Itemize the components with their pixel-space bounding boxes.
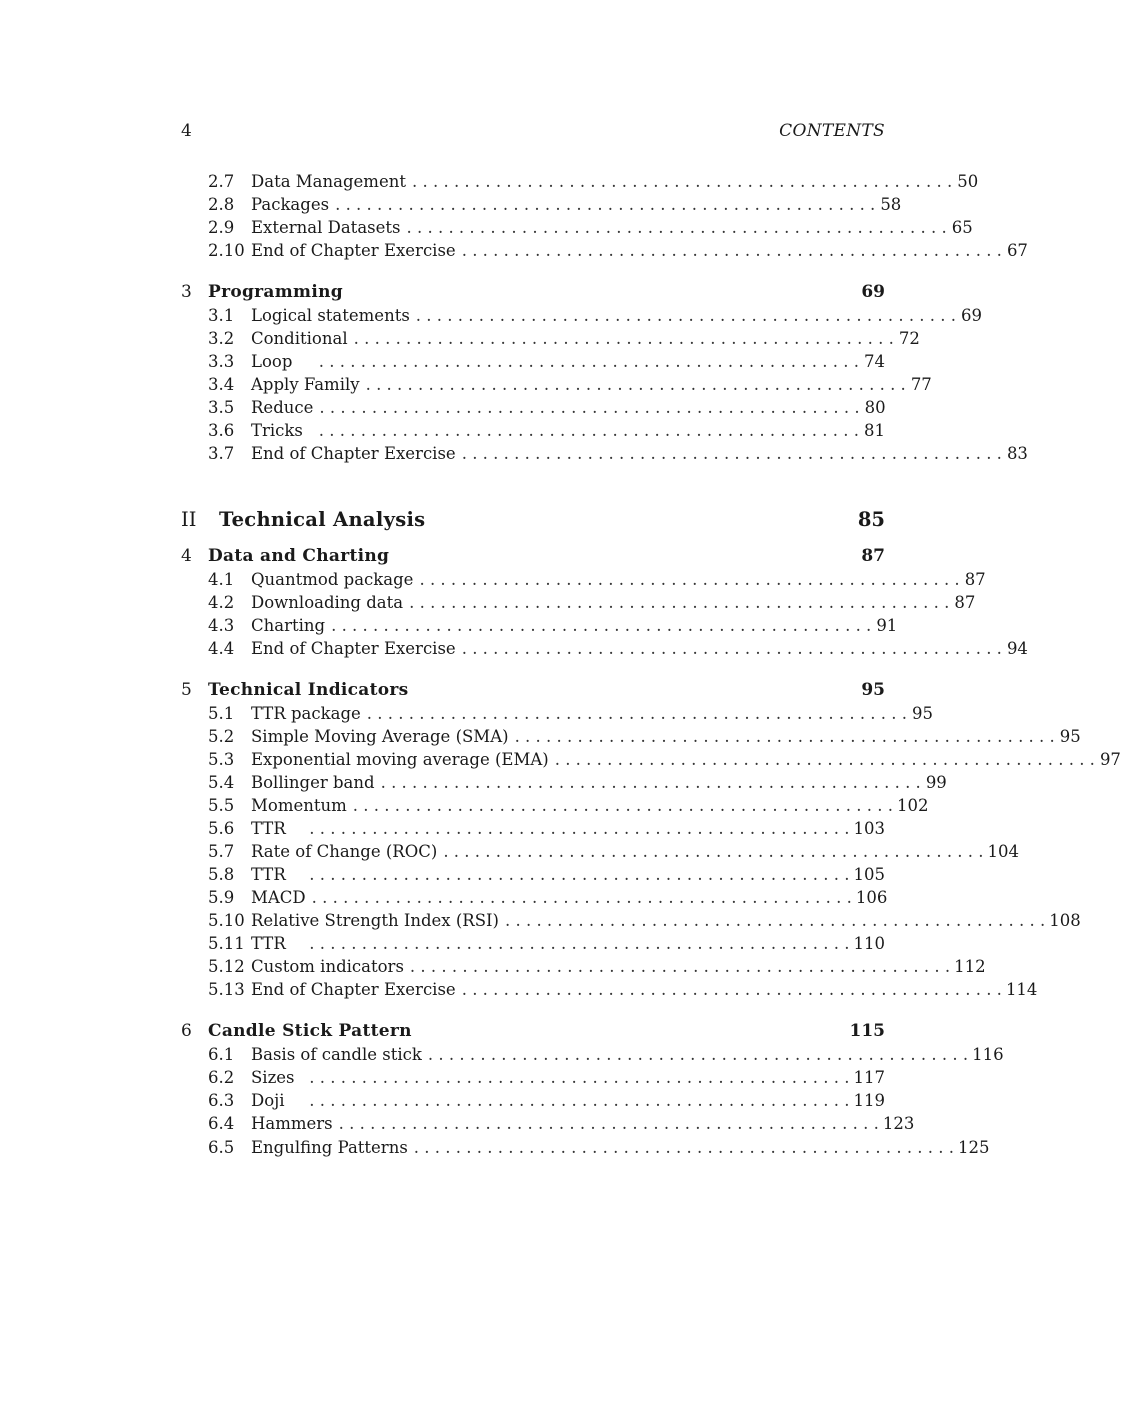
dot-leader-text: . . . . . . . . . . . . . . . . . . . . . . . . . . . . . . . . . . . . . . . . . . . . . . . . . . . .	[311, 888, 852, 908]
section-number: 2.8	[208, 195, 235, 215]
toc-section-row[interactable]	[181, 863, 885, 886]
part-number: II	[181, 507, 197, 531]
toc-chapter-5[interactable]	[181, 678, 885, 702]
toc-section-row[interactable]	[181, 568, 986, 591]
dot-leader	[416, 304, 956, 327]
dot-leader	[292, 863, 850, 886]
section-title: Charting	[251, 615, 326, 635]
section-title: External Datasets	[251, 218, 401, 238]
dot-leader-text: . . . . . . . . . . . . . . . . . . . . . . . . . . . . . . . . . . . . . . . . . . . . . . . . . . . .	[335, 195, 876, 215]
section-number: 5.6	[208, 818, 235, 838]
chapter-page: 69	[861, 282, 885, 303]
section-page: 103	[853, 818, 885, 838]
dot-leader	[292, 817, 850, 840]
dot-leader-text: . . . . . . . . . . . . . . . . . . . . . . . . . . . . . . . . . . . . . . . . . . . . . . . . . . . .	[309, 865, 850, 885]
toc-chapter-6[interactable]	[181, 1019, 885, 1043]
section-number: 4.3	[208, 615, 235, 635]
dot-leader-text: . . . . . . . . . . . . . . . . . . . . . . . . . . . . . . . . . . . . . . . . . . . . . . . . . . . .	[443, 841, 984, 861]
section-number: 6.4	[208, 1114, 235, 1134]
section-page: 125	[958, 1137, 990, 1157]
section-number: 5.2	[208, 726, 235, 746]
toc-section-row[interactable]	[181, 350, 885, 373]
section-number: 6.3	[208, 1091, 235, 1111]
dot-leader	[335, 193, 875, 216]
section-page: 67	[1006, 241, 1028, 261]
section-page: 106	[855, 888, 888, 908]
dot-leader	[462, 978, 1002, 1001]
dot-leader	[462, 637, 1002, 660]
toc-part-2[interactable]	[181, 506, 885, 534]
toc-section-row[interactable]	[181, 840, 1020, 863]
section-page: 110	[853, 934, 885, 954]
running-head: CONTENTS	[779, 121, 885, 141]
chapter-number: 5	[181, 679, 192, 700]
chapter-title: Data and Charting	[208, 545, 390, 566]
section-title: Bollinger band	[251, 772, 375, 792]
section-page: 95	[1059, 726, 1081, 746]
dot-leader	[291, 1089, 850, 1112]
section-number: 5.3	[208, 749, 235, 769]
toc-section-group	[181, 170, 1028, 262]
toc-section-group	[181, 1043, 1004, 1158]
section-title: Basis of candle stick	[251, 1045, 422, 1065]
section-number: 6.5	[208, 1137, 235, 1157]
chapter-title: Technical Indicators	[208, 679, 409, 700]
dot-leader	[354, 327, 894, 350]
chapter-title: Programming	[208, 282, 343, 303]
section-page: 87	[964, 569, 986, 589]
toc-section-row[interactable]	[181, 373, 932, 396]
page-header	[181, 119, 885, 143]
section-title: Relative Strength Index (RSI)	[251, 911, 499, 931]
section-title: Rate of Change (ROC)	[251, 841, 438, 861]
section-page: 72	[898, 329, 920, 349]
toc-section-row[interactable]	[181, 637, 1028, 660]
section-number: 3.6	[208, 421, 235, 441]
chapter-page: 115	[849, 1021, 885, 1042]
section-page: 58	[880, 195, 902, 215]
section-page: 81	[864, 421, 885, 441]
dot-leader	[406, 216, 946, 239]
dot-leader	[505, 909, 1045, 932]
dot-leader	[419, 568, 959, 591]
section-number: 3.2	[208, 329, 235, 349]
dot-leader-text: . . . . . . . . . . . . . . . . . . . . . . . . . . . . . . . . . . . . . . . . . . . . . . . . . . . .	[331, 615, 872, 635]
toc-section-row[interactable]	[181, 817, 885, 840]
dot-leader-text: . . . . . . . . . . . . . . . . . . . . . . . . . . . . . . . . . . . . . . . . . . . . . . . . . . . .	[309, 818, 850, 838]
toc-section-row[interactable]	[181, 1066, 885, 1089]
table-of-contents	[181, 170, 1121, 1159]
section-page: 69	[961, 306, 983, 326]
dot-leader-text: . . . . . . . . . . . . . . . . . . . . . . . . . . . . . . . . . . . . . . . . . . . . . . . . . . . .	[411, 172, 953, 191]
dot-leader	[309, 419, 859, 442]
toc-section-row[interactable]	[181, 794, 929, 817]
dot-leader	[319, 396, 859, 419]
dot-leader-text: . . . . . . . . . . . . . . . . . . . . . . . . . . . . . . . . . . . . . . . . . . . . . . . . . . . .	[309, 1091, 850, 1111]
dot-leader	[331, 614, 871, 637]
dot-leader-text: . . . . . . . . . . . . . . . . . . . . . . . . . . . . . . . . . . . . . . . . . . . . . . . . . . . .	[353, 329, 894, 349]
section-number: 3.7	[208, 444, 235, 464]
dot-leader-text: . . . . . . . . . . . . . . . . . . . . . . . . . . . . . . . . . . . . . . . . . . . . . . . . . . . .	[461, 241, 1002, 261]
dot-leader	[414, 1136, 954, 1159]
dot-leader	[410, 955, 950, 978]
toc-section-row[interactable]	[181, 419, 885, 442]
section-title: Quantmod package	[251, 569, 414, 589]
dot-leader-text: . . . . . . . . . . . . . . . . . . . . . . . . . . . . . . . . . . . . . . . . . . . . . . . . . . . .	[461, 444, 1002, 464]
section-title: Hammers	[251, 1114, 333, 1134]
chapter-number: 3	[181, 282, 192, 303]
dot-leader	[339, 1112, 879, 1135]
section-page: 108	[1049, 911, 1081, 931]
section-number: 5.13	[208, 980, 245, 1000]
toc-chapter-4[interactable]	[181, 544, 885, 568]
toc-section-row[interactable]	[181, 909, 1081, 932]
section-title: TTR	[251, 818, 286, 838]
section-page: 119	[853, 1091, 885, 1111]
dot-leader-text: . . . . . . . . . . . . . . . . . . . . . . . . . . . . . . . . . . . . . . . . . . . . . . . . . . . .	[365, 375, 906, 395]
toc-chapter-3[interactable]	[181, 280, 885, 304]
section-page: 91	[876, 615, 898, 635]
dot-leader	[515, 725, 1055, 748]
dot-leader	[409, 591, 949, 614]
dot-leader-text: . . . . . . . . . . . . . . . . . . . . . . . . . . . . . . . . . . . . . . . . . . . . . . . . . . . .	[427, 1045, 969, 1065]
section-number: 5.9	[208, 888, 235, 908]
toc-section-group	[181, 304, 1028, 465]
section-title: Logical statements	[251, 306, 410, 326]
toc-section-row[interactable]	[181, 216, 973, 239]
dot-leader	[312, 886, 852, 909]
toc-section-row[interactable]	[181, 1112, 915, 1135]
section-page: 123	[882, 1114, 915, 1134]
chapter-number: 6	[181, 1021, 192, 1042]
section-page: 104	[987, 841, 1020, 861]
section-number: 5.5	[208, 795, 235, 815]
toc-section-row[interactable]	[181, 614, 898, 637]
section-number: 5.11	[208, 934, 245, 954]
section-title: End of Chapter Exercise	[251, 980, 456, 1000]
section-number: 3.4	[208, 375, 235, 395]
section-title: Custom indicators	[251, 957, 404, 977]
section-title: Doji	[251, 1091, 285, 1111]
chapter-page: 95	[861, 679, 885, 700]
section-title: Sizes	[251, 1068, 295, 1088]
dot-leader	[353, 794, 893, 817]
dot-leader	[298, 350, 859, 373]
section-page: 114	[1005, 980, 1038, 1000]
section-title: Packages	[251, 195, 330, 215]
dot-leader-text: . . . . . . . . . . . . . . . . . . . . . . . . . . . . . . . . . . . . . . . . . . . . . . . . . . . .	[409, 592, 950, 612]
toc-section-row[interactable]	[181, 591, 976, 614]
section-number: 2.9	[208, 218, 235, 238]
dot-leader-text: . . . . . . . . . . . . . . . . . . . . . . . . . . . . . . . . . . . . . . . . . . . . . . . . . . . .	[319, 398, 860, 418]
section-title: TTR package	[251, 703, 361, 723]
dot-leader-text: . . . . . . . . . . . . . . . . . . . . . . . . . . . . . . . . . . . . . . . . . . . . . . . . . . . .	[318, 352, 859, 372]
dot-leader-text: . . . . . . . . . . . . . . . . . . . . . . . . . . . . . . . . . . . . . . . . . . . . . . . . . . . .	[366, 703, 908, 723]
toc-section-row[interactable]	[181, 725, 1081, 748]
section-number: 6.2	[208, 1068, 235, 1088]
section-page: 105	[853, 865, 885, 885]
dot-leader	[462, 239, 1002, 262]
section-page: 80	[864, 398, 886, 418]
section-page: 94	[1006, 638, 1028, 658]
toc-section-row[interactable]	[181, 1136, 990, 1159]
dot-leader-text: . . . . . . . . . . . . . . . . . . . . . . . . . . . . . . . . . . . . . . . . . . . . . . . . . . . .	[504, 911, 1046, 931]
chapter-page: 87	[861, 545, 885, 566]
section-page: 99	[925, 772, 947, 792]
dot-leader	[462, 442, 1002, 465]
section-number: 5.1	[208, 703, 235, 723]
dot-leader	[367, 702, 907, 725]
toc-section-row[interactable]	[181, 239, 1028, 262]
section-number: 5.8	[208, 865, 235, 885]
section-title: TTR	[251, 934, 286, 954]
section-page: 65	[951, 218, 973, 238]
chapter-number: 4	[181, 545, 192, 566]
section-title: End of Chapter Exercise	[251, 241, 456, 261]
section-title: Engulfing Patterns	[251, 1137, 408, 1157]
section-title: Tricks	[251, 421, 303, 441]
part-title: Technical Analysis	[219, 507, 426, 531]
toc-section-group	[181, 702, 1121, 1002]
section-title: Loop	[251, 352, 293, 372]
section-number: 4.4	[208, 638, 235, 658]
toc-section-row[interactable]	[181, 932, 885, 955]
dot-leader	[555, 748, 1095, 771]
section-page: 50	[957, 172, 979, 191]
toc-section-row[interactable]	[181, 978, 1038, 1001]
section-page: 74	[864, 352, 885, 372]
toc-section-row[interactable]	[181, 304, 983, 327]
section-title: End of Chapter Exercise	[251, 444, 456, 464]
dot-leader-text: . . . . . . . . . . . . . . . . . . . . . . . . . . . . . . . . . . . . . . . . . . . . . . . . . . . .	[309, 934, 850, 954]
toc-section-row[interactable]	[181, 702, 934, 725]
section-title: MACD	[251, 888, 306, 908]
section-number: 5.7	[208, 841, 235, 861]
toc-section-row[interactable]	[181, 170, 979, 193]
dot-leader-text: . . . . . . . . . . . . . . . . . . . . . . . . . . . . . . . . . . . . . . . . . . . . . . . . . . . .	[419, 569, 960, 589]
dot-leader	[301, 1066, 850, 1089]
dot-leader	[381, 771, 921, 794]
dot-leader-text: . . . . . . . . . . . . . . . . . . . . . . . . . . . . . . . . . . . . . . . . . . . . . . . . . . . .	[352, 795, 894, 815]
section-page: 102	[897, 795, 929, 815]
dot-leader-text: . . . . . . . . . . . . . . . . . . . . . . . . . . . . . . . . . . . . . . . . . . . . . . . . . . . .	[338, 1114, 879, 1134]
section-title: Downloading data	[251, 592, 404, 612]
section-number: 2.7	[208, 172, 235, 191]
section-page: 95	[912, 703, 934, 723]
section-title: TTR	[251, 865, 286, 885]
dot-leader	[443, 840, 983, 863]
dot-leader-text: . . . . . . . . . . . . . . . . . . . . . . . . . . . . . . . . . . . . . . . . . . . . . . . . . . . .	[415, 306, 957, 326]
section-page: 83	[1006, 444, 1028, 464]
section-page: 77	[910, 375, 932, 395]
section-title: End of Chapter Exercise	[251, 638, 456, 658]
section-number: 3.5	[208, 398, 235, 418]
section-page: 117	[853, 1068, 885, 1088]
dot-leader-text: . . . . . . . . . . . . . . . . . . . . . . . . . . . . . . . . . . . . . . . . . . . . . . . . . . . .	[309, 1068, 850, 1088]
toc-section-row[interactable]	[181, 955, 986, 978]
dot-leader-text: . . . . . . . . . . . . . . . . . . . . . . . . . . . . . . . . . . . . . . . . . . . . . . . . . . . .	[380, 772, 921, 792]
toc-section-row[interactable]	[181, 1043, 1004, 1066]
section-number: 4.1	[208, 569, 235, 589]
section-page: 87	[954, 592, 976, 612]
toc-section-group	[181, 568, 1028, 660]
dot-leader-text: . . . . . . . . . . . . . . . . . . . . . . . . . . . . . . . . . . . . . . . . . . . . . . . . . . . .	[406, 218, 947, 238]
section-title: Exponential moving average (EMA)	[251, 749, 549, 769]
section-number: 5.4	[208, 772, 235, 792]
section-title: Momentum	[251, 795, 347, 815]
dot-leader-text: . . . . . . . . . . . . . . . . . . . . . . . . . . . . . . . . . . . . . . . . . . . . . . . . . . . .	[413, 1137, 955, 1157]
section-page: 116	[972, 1045, 1004, 1065]
toc-section-row[interactable]	[181, 886, 888, 909]
section-page: 97	[1099, 749, 1121, 769]
part-page: 85	[857, 507, 885, 531]
section-title: Simple Moving Average (SMA)	[251, 726, 509, 746]
dot-leader	[366, 373, 906, 396]
dot-leader-text: . . . . . . . . . . . . . . . . . . . . . . . . . . . . . . . . . . . . . . . . . . . . . . . . . . . .	[461, 980, 1002, 1000]
section-number: 5.12	[208, 957, 245, 977]
section-number: 2.10	[208, 241, 245, 261]
section-number: 6.1	[208, 1045, 235, 1065]
dot-leader-text: . . . . . . . . . . . . . . . . . . . . . . . . . . . . . . . . . . . . . . . . . . . . . . . . . . . .	[514, 726, 1055, 746]
toc-section-row[interactable]	[181, 748, 1121, 771]
dot-leader	[428, 1043, 968, 1066]
section-page: 112	[954, 957, 986, 977]
toc-section-row[interactable]	[181, 327, 920, 350]
page-number: 4	[181, 121, 192, 141]
chapter-title: Candle Stick Pattern	[208, 1021, 412, 1042]
section-title: Apply Family	[251, 375, 360, 395]
dot-leader	[292, 932, 850, 955]
toc-section-row[interactable]	[181, 193, 902, 216]
toc-section-row[interactable]	[181, 1089, 885, 1112]
dot-leader-text: . . . . . . . . . . . . . . . . . . . . . . . . . . . . . . . . . . . . . . . . . . . . . . . . . . . .	[318, 421, 859, 441]
section-title: Reduce	[251, 398, 314, 418]
toc-section-row[interactable]	[181, 771, 947, 794]
toc-section-row[interactable]	[181, 396, 885, 419]
section-title: Data Management	[251, 172, 406, 191]
section-number: 3.1	[208, 306, 235, 326]
dot-leader-text: . . . . . . . . . . . . . . . . . . . . . . . . . . . . . . . . . . . . . . . . . . . . . . . . . . . .	[461, 638, 1002, 658]
dot-leader-text: . . . . . . . . . . . . . . . . . . . . . . . . . . . . . . . . . . . . . . . . . . . . . . . . . . . .	[554, 749, 1095, 769]
section-number: 4.2	[208, 592, 235, 612]
dot-leader-text: . . . . . . . . . . . . . . . . . . . . . . . . . . . . . . . . . . . . . . . . . . . . . . . . . . . .	[409, 957, 951, 977]
section-number: 5.10	[208, 911, 245, 931]
dot-leader	[412, 170, 952, 193]
section-number: 3.3	[208, 352, 235, 372]
section-title: Conditional	[251, 329, 348, 349]
toc-section-row[interactable]	[181, 442, 1028, 465]
